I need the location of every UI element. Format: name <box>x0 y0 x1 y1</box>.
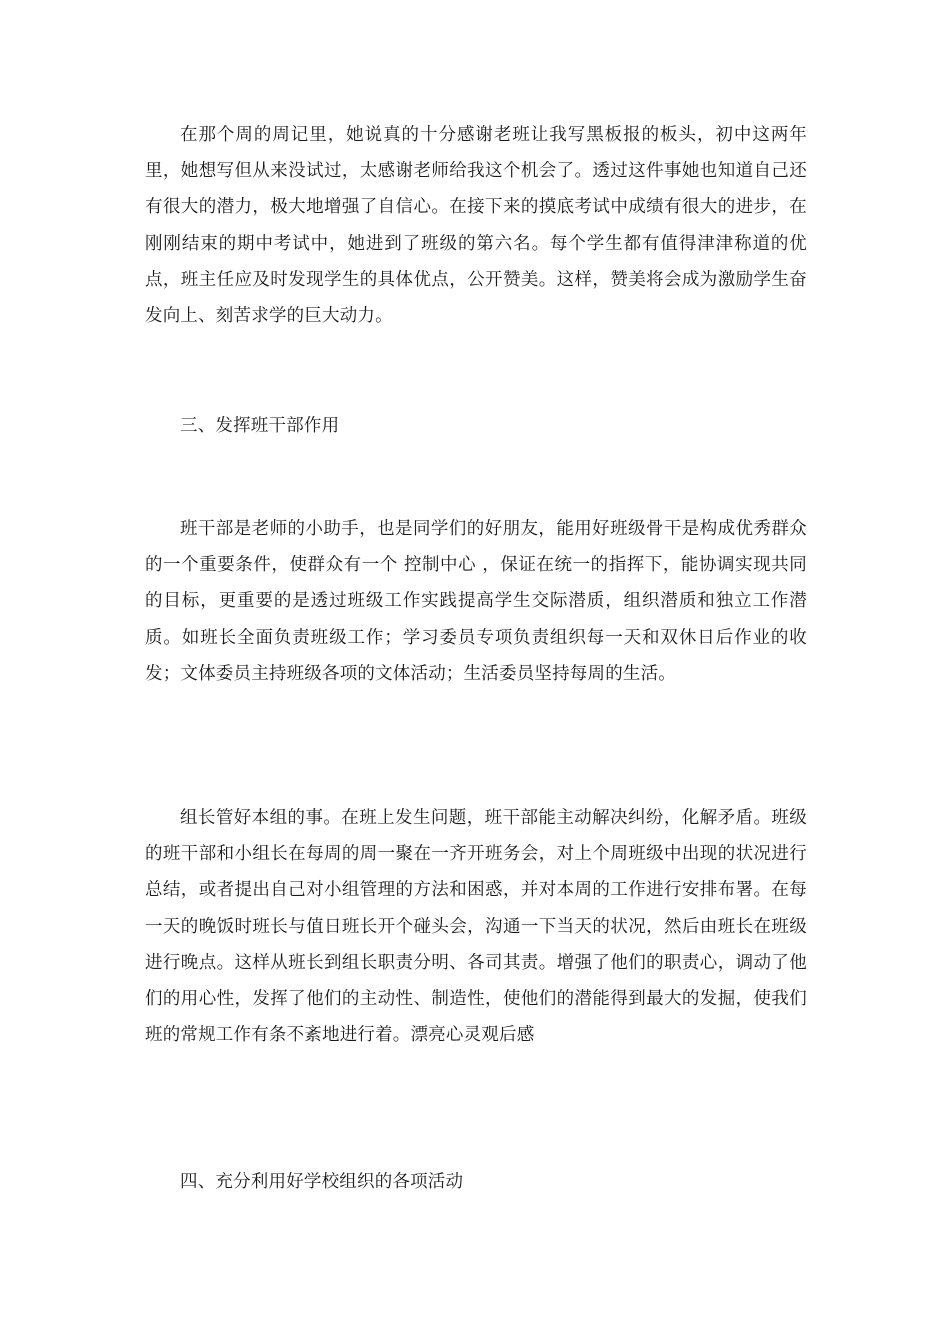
body-paragraph: 班干部是老师的小助手，也是同学们的好朋友，能用好班级骨干是构成优秀群众的一个重要条件，使群众有一个 控制中心 ，保证在统一的指挥下，能协调实现共同的目标，更重要的是透过班级工作实践提高学生交际潜质，组织潜质和独立工作潜质。如班长全面负责班级工作；学习委员专项负责组织每一天和双休日后作业的收发；文体委员主持班级各项的文体活动；生活委员坚持每周的生活。 <box>145 519 807 684</box>
body-paragraph: 在那个周的周记里，她说真的十分感谢老班让我写黑板报的板头，初中这两年里，她想写但从来没试过，太感谢老师给我这个机会了。透过这件事她也知道自己还有很大的潜力，极大地增强了自信心。在接下来的摸底考试中成绩有很大的进步，在刚刚结束的期中考试中，她进到了班级的第六名。每个学生都有值得津津称道的优点，班主任应及时发现学生的具体优点，公开赞美。这样，赞美将会成为激励学生奋发向上、刻苦求学的巨大动力。 <box>145 125 807 327</box>
section-heading: 四、充分利用好学校组织的各项活动 <box>180 1172 464 1192</box>
body-paragraph: 组长管好本组的事。在班上发生问题，班干部能主动解决纠纷，化解矛盾。班级的班干部和小组长在每周的周一聚在一齐开班务会，对上个周班级中出现的状况进行总结，或者提出自己对小组管理的方法和困惑，并对本周的工作进行安排布署。在每一天的晚饭时班长与值日班长开个碰头会，沟通一下当天的状况，然后由班长在班级进行晚点。这样从班长到组长职责分明、各司其责。增强了他们的职责心，调动了他们的用心性，发挥了他们的主动性、制造性，使他们的潜能得到最大的发掘，使我们班的常规工作有条不紊地进行着。漂亮心灵观后感 <box>145 808 807 1046</box>
section-heading: 三、发挥班干部作用 <box>180 416 340 436</box>
